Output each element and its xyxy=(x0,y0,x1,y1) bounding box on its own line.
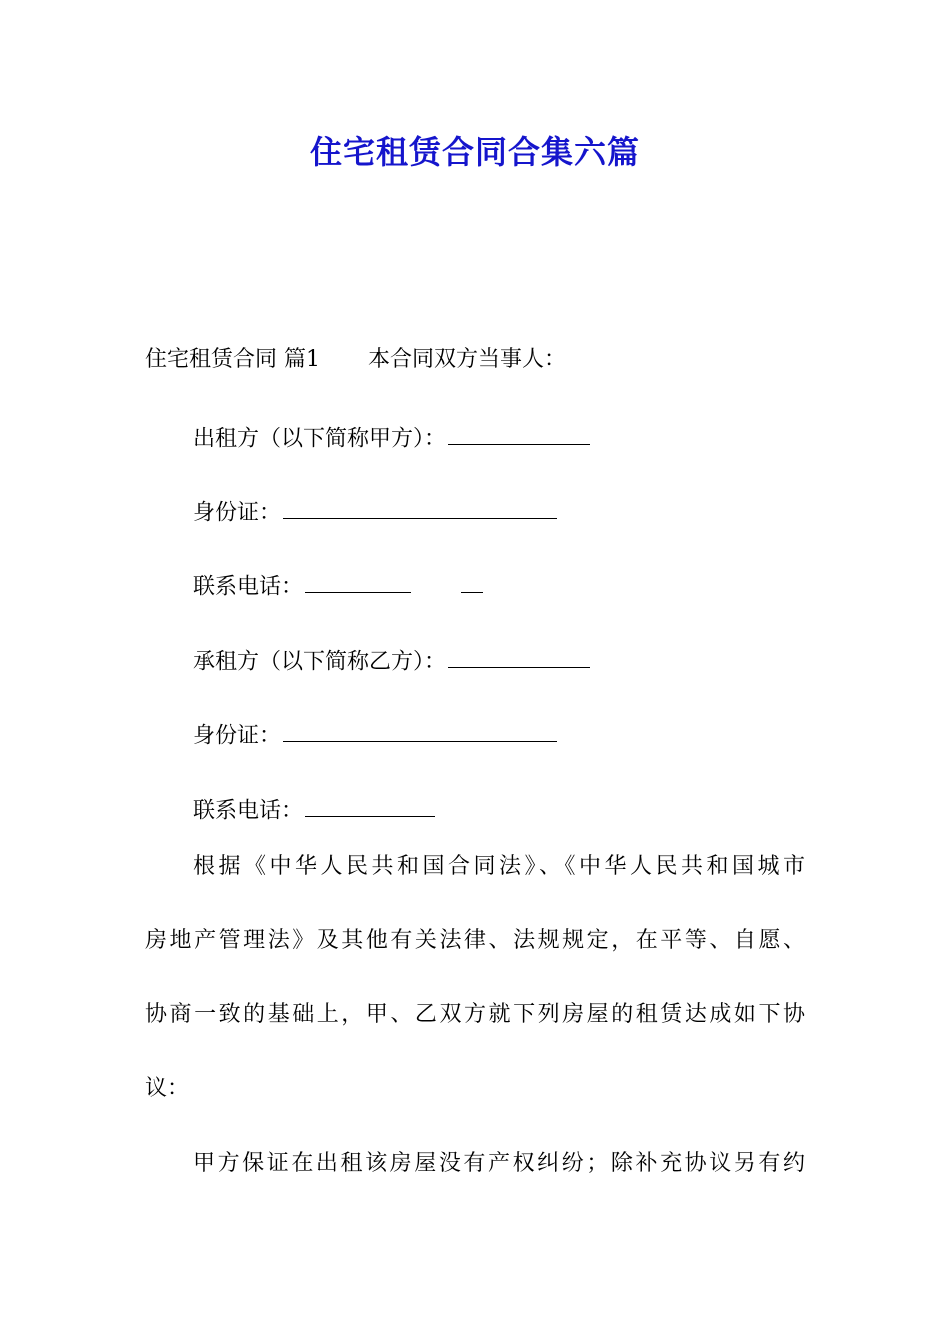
intro-text: 本合同双方当事人： xyxy=(368,347,567,372)
fill-blank xyxy=(448,419,590,445)
field-lessor-id xyxy=(193,493,557,529)
section-heading: 住宅租赁合同 篇1 xyxy=(145,347,320,372)
fill-blank xyxy=(283,716,557,742)
document-title: 住宅租赁合同合集六篇 xyxy=(309,133,640,171)
fill-blank xyxy=(461,567,483,593)
fill-blank xyxy=(305,567,411,593)
field-lessee-id xyxy=(193,716,557,752)
field-label: 联系电话： xyxy=(193,798,304,824)
field-label: 出租方（以下简称甲方）： xyxy=(193,426,447,452)
intro-line xyxy=(145,344,566,376)
field-lessor-phone xyxy=(193,567,483,603)
fill-blank xyxy=(283,493,557,519)
paragraph-line: 甲方保证在出租该房屋没有产权纠纷；除补充协议另有约 xyxy=(193,1151,805,1176)
field-label: 身份证： xyxy=(193,723,282,749)
paragraph-line: 协商一致的基础上，甲、乙双方就下列房屋的租赁达成如下协 xyxy=(145,1002,805,1027)
paragraph-line: 议： xyxy=(145,1076,190,1101)
paragraph-line: 根据《中华人民共和国合同法》、《中华人民共和国城市 xyxy=(193,854,805,879)
field-lessor xyxy=(193,419,590,455)
field-label: 联系电话： xyxy=(193,574,304,600)
field-label: 身份证： xyxy=(193,500,282,526)
field-lessee-phone xyxy=(193,791,435,827)
paragraph-guarantee xyxy=(145,1127,805,1201)
fill-blank xyxy=(305,791,435,817)
paragraph-line: 房地产管理法》及其他有关法律、法规规定，在平等、自愿、 xyxy=(145,928,805,953)
fill-blank xyxy=(448,642,590,668)
field-label: 承租方（以下简称乙方）： xyxy=(193,649,447,675)
field-lessee xyxy=(193,642,590,678)
paragraph-legal-basis xyxy=(145,830,805,1126)
